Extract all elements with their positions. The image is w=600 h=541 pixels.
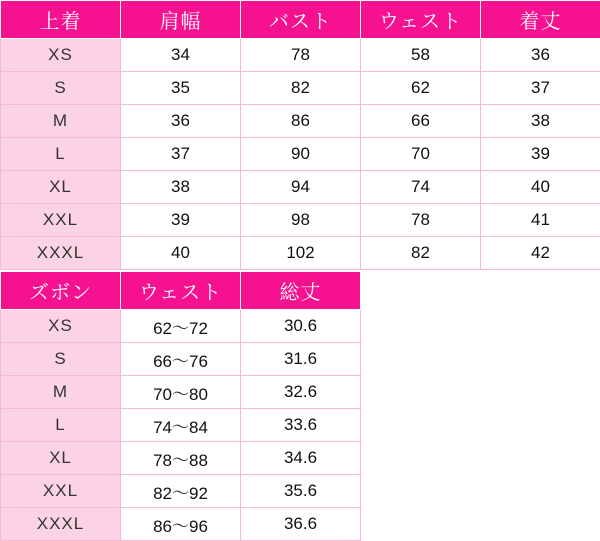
table-row [1, 442, 600, 475]
tops-bust-value: 102 [241, 237, 361, 270]
tops-bust-value: 82 [241, 72, 361, 105]
tops-shoulder-value: 37 [121, 138, 241, 171]
tops-length-value: 39 [481, 138, 600, 171]
pants-header-row [1, 272, 600, 310]
pants-header-empty-1 [361, 272, 481, 310]
pants-waist-value: 74〜84 [121, 409, 241, 442]
tops-header-bust: バスト [241, 1, 361, 39]
tops-shoulder-value: 35 [121, 72, 241, 105]
pants-waist-value: 78〜88 [121, 442, 241, 475]
tops-header-row [1, 1, 600, 39]
tops-shoulder-value: 34 [121, 39, 241, 72]
table-row [1, 343, 600, 376]
table-row [1, 72, 600, 105]
tops-waist-value: 62 [361, 72, 481, 105]
tops-length-value: 41 [481, 204, 600, 237]
table-row [1, 409, 600, 442]
tops-size-label: XXL [1, 204, 121, 237]
pants-header-empty-2 [481, 272, 600, 310]
table-row [1, 204, 600, 237]
pants-empty-cell [361, 409, 481, 442]
pants-empty-cell [361, 442, 481, 475]
table-row [1, 508, 600, 541]
table-row [1, 376, 600, 409]
table-row [1, 39, 600, 72]
tops-length-value: 40 [481, 171, 600, 204]
tops-size-label: L [1, 138, 121, 171]
table-row [1, 475, 600, 508]
pants-waist-value: 82〜92 [121, 475, 241, 508]
tops-waist-value: 78 [361, 204, 481, 237]
pants-total-length-value: 30.6 [241, 310, 361, 343]
pants-waist-value: 86〜96 [121, 508, 241, 541]
tops-bust-value: 90 [241, 138, 361, 171]
tops-waist-value: 66 [361, 105, 481, 138]
tops-waist-value: 74 [361, 171, 481, 204]
tops-waist-value: 58 [361, 39, 481, 72]
tops-size-label: XL [1, 171, 121, 204]
pants-empty-cell [361, 475, 481, 508]
tops-size-label: M [1, 105, 121, 138]
pants-total-length-value: 32.6 [241, 376, 361, 409]
pants-empty-cell [361, 508, 481, 541]
tops-bust-value: 78 [241, 39, 361, 72]
table-row [1, 138, 600, 171]
pants-size-label: XXL [1, 475, 121, 508]
pants-header-category: ズボン [1, 272, 121, 310]
tops-size-label: XXXL [1, 237, 121, 270]
pants-size-label: S [1, 343, 121, 376]
pants-empty-cell [481, 409, 600, 442]
tops-header-waist: ウェスト [361, 1, 481, 39]
pants-empty-cell [481, 343, 600, 376]
tops-shoulder-value: 38 [121, 171, 241, 204]
tops-shoulder-value: 39 [121, 204, 241, 237]
table-row [1, 310, 600, 343]
pants-empty-cell [361, 376, 481, 409]
tops-length-value: 38 [481, 105, 600, 138]
pants-waist-value: 70〜80 [121, 376, 241, 409]
tops-bust-value: 94 [241, 171, 361, 204]
tops-waist-value: 82 [361, 237, 481, 270]
pants-empty-cell [481, 475, 600, 508]
tops-header-shoulder: 肩幅 [121, 1, 241, 39]
pants-size-label: XL [1, 442, 121, 475]
tops-bust-value: 86 [241, 105, 361, 138]
tops-length-value: 37 [481, 72, 600, 105]
pants-size-label: XXXL [1, 508, 121, 541]
pants-total-length-value: 33.6 [241, 409, 361, 442]
pants-empty-cell [481, 508, 600, 541]
tops-header-category: 上着 [1, 1, 121, 39]
table-row [1, 105, 600, 138]
pants-header-waist: ウェスト [121, 272, 241, 310]
pants-waist-value: 62〜72 [121, 310, 241, 343]
pants-header-total-length: 総丈 [241, 272, 361, 310]
pants-total-length-value: 31.6 [241, 343, 361, 376]
tops-size-label: S [1, 72, 121, 105]
table-row [1, 237, 600, 270]
pants-size-label: M [1, 376, 121, 409]
tops-bust-value: 98 [241, 204, 361, 237]
pants-empty-cell [481, 376, 600, 409]
pants-size-table [0, 271, 600, 541]
pants-total-length-value: 34.6 [241, 442, 361, 475]
tops-shoulder-value: 36 [121, 105, 241, 138]
pants-size-label: L [1, 409, 121, 442]
tops-length-value: 42 [481, 237, 600, 270]
pants-size-label: XS [1, 310, 121, 343]
tops-table-wrapper [0, 0, 600, 270]
tops-size-table [0, 0, 600, 270]
pants-table-wrapper [0, 271, 600, 541]
tops-waist-value: 70 [361, 138, 481, 171]
pants-empty-cell [361, 310, 481, 343]
pants-total-length-value: 35.6 [241, 475, 361, 508]
table-row [1, 171, 600, 204]
tops-shoulder-value: 40 [121, 237, 241, 270]
tops-length-value: 36 [481, 39, 600, 72]
pants-empty-cell [361, 343, 481, 376]
pants-total-length-value: 36.6 [241, 508, 361, 541]
tops-size-label: XS [1, 39, 121, 72]
tops-header-length: 着丈 [481, 1, 600, 39]
pants-waist-value: 66〜76 [121, 343, 241, 376]
pants-empty-cell [481, 310, 600, 343]
pants-empty-cell [481, 442, 600, 475]
